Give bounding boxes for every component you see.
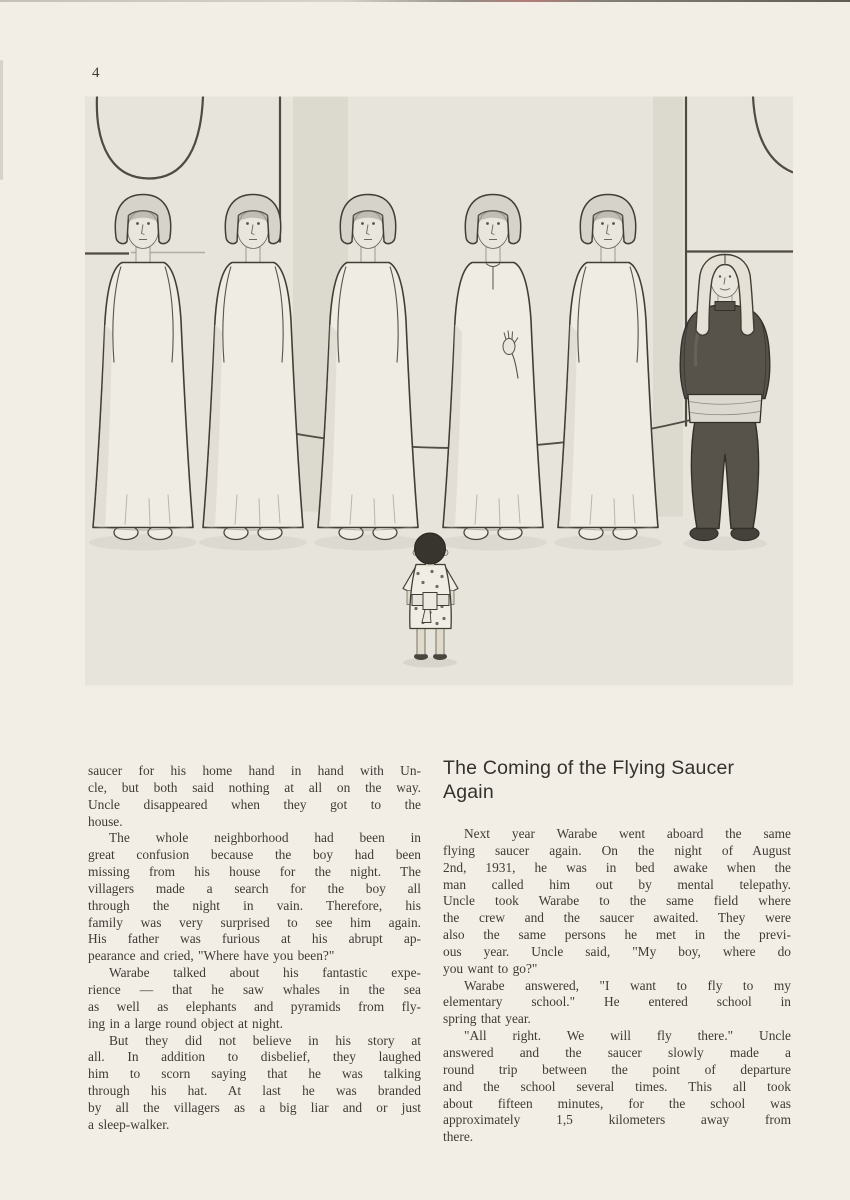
text-line: house. xyxy=(88,813,123,829)
text-line: approximately 1,5 kilometers away from xyxy=(443,1112,791,1128)
text-line: family was very surprised to see him again. xyxy=(88,914,421,930)
text-line: through his hat. At last he was branded xyxy=(88,1083,421,1099)
paragraph xyxy=(88,830,421,965)
text-line: Uncle disappeared when they got to the xyxy=(88,796,421,812)
story-illustration xyxy=(85,96,793,686)
text-line: "All right. We will fly there." Uncle xyxy=(464,1028,791,1044)
paragraph xyxy=(88,965,421,1032)
text-line: all. In addition to disbelief, they laughed xyxy=(88,1049,421,1065)
text-line: round trip between the point of departure xyxy=(443,1061,791,1077)
text-line: But they did not believe in his story at xyxy=(109,1032,421,1048)
text-line: him to scorn saying that he was talking xyxy=(88,1066,421,1082)
text-line: you want to go?" xyxy=(443,960,538,976)
right-column xyxy=(443,757,791,1146)
text-line: answered and the saucer slowly made a xyxy=(443,1044,791,1060)
text-line: saucer for his home hand in hand with Un- xyxy=(88,763,421,778)
text-line: rience — that he saw whales in the sea xyxy=(88,981,421,997)
scan-edge-artifact xyxy=(0,0,850,2)
text-line: Warabe talked about his fantastic expe- xyxy=(109,965,421,981)
right-column-body xyxy=(443,826,791,1146)
text-line: 2nd, 1931, he was in bed awake when the xyxy=(443,859,791,875)
text-line: spring that year. xyxy=(443,1011,531,1027)
text-line: by all the villagers as a big liar and or just xyxy=(88,1099,421,1115)
paragraph xyxy=(88,763,421,830)
left-column xyxy=(88,763,421,1134)
text-line: man called him out by mental telepathy. xyxy=(443,876,791,892)
text-line: and the school several times. This all took xyxy=(443,1078,791,1094)
section-heading xyxy=(443,757,791,804)
text-line: missing from his house for the night. The xyxy=(88,864,421,880)
text-line: the crew and the saucer awaited. They were xyxy=(443,910,791,926)
text-line: The whole neighborhood had been in xyxy=(109,830,421,846)
illustration-canvas xyxy=(85,96,793,686)
scan-edge-smudge xyxy=(0,60,3,180)
text-line: Next year Warabe went aboard the same xyxy=(464,826,791,841)
text-line: elementary school." He entered school in xyxy=(443,994,791,1010)
text-line: also the same persons he met in the previ- xyxy=(443,927,791,943)
text-line: as well as elephants and pyramids from fly- xyxy=(88,998,421,1014)
text-line: ous year. Uncle said, "My boy, where do xyxy=(443,943,791,959)
text-line: flying saucer again. On the night of August xyxy=(443,842,791,858)
page-number: 4 xyxy=(92,65,100,81)
text-line: Uncle took Warabe to the same field where xyxy=(443,893,791,909)
text-line: Warabe answered, "I want to fly to my xyxy=(464,977,791,993)
text-line: a sleep-walker. xyxy=(88,1116,170,1132)
text-line: there. xyxy=(443,1129,474,1145)
paragraph xyxy=(443,1028,791,1146)
text-line: villagers made a search for the boy all xyxy=(88,880,421,896)
text-line: cle, but both said nothing at all on the way. xyxy=(88,779,421,795)
section-heading-line: The Coming of the Flying Saucer xyxy=(443,757,735,779)
section-heading-line: Again xyxy=(443,780,494,803)
paragraph xyxy=(88,1033,421,1134)
text-line: great confusion because the boy had been xyxy=(88,847,421,863)
text-line: about fifteen minutes, for the school was xyxy=(443,1095,791,1111)
text-line: ing in a large round object at night. xyxy=(88,1015,283,1031)
paragraph xyxy=(443,978,791,1029)
text-line: His father was furious at his abrupt ap- xyxy=(88,931,421,947)
text-line: pearance and cried, "Where have you been?" xyxy=(88,948,335,964)
paragraph xyxy=(443,826,791,978)
text-line: through the night in vain. Therefore, his xyxy=(88,897,421,913)
